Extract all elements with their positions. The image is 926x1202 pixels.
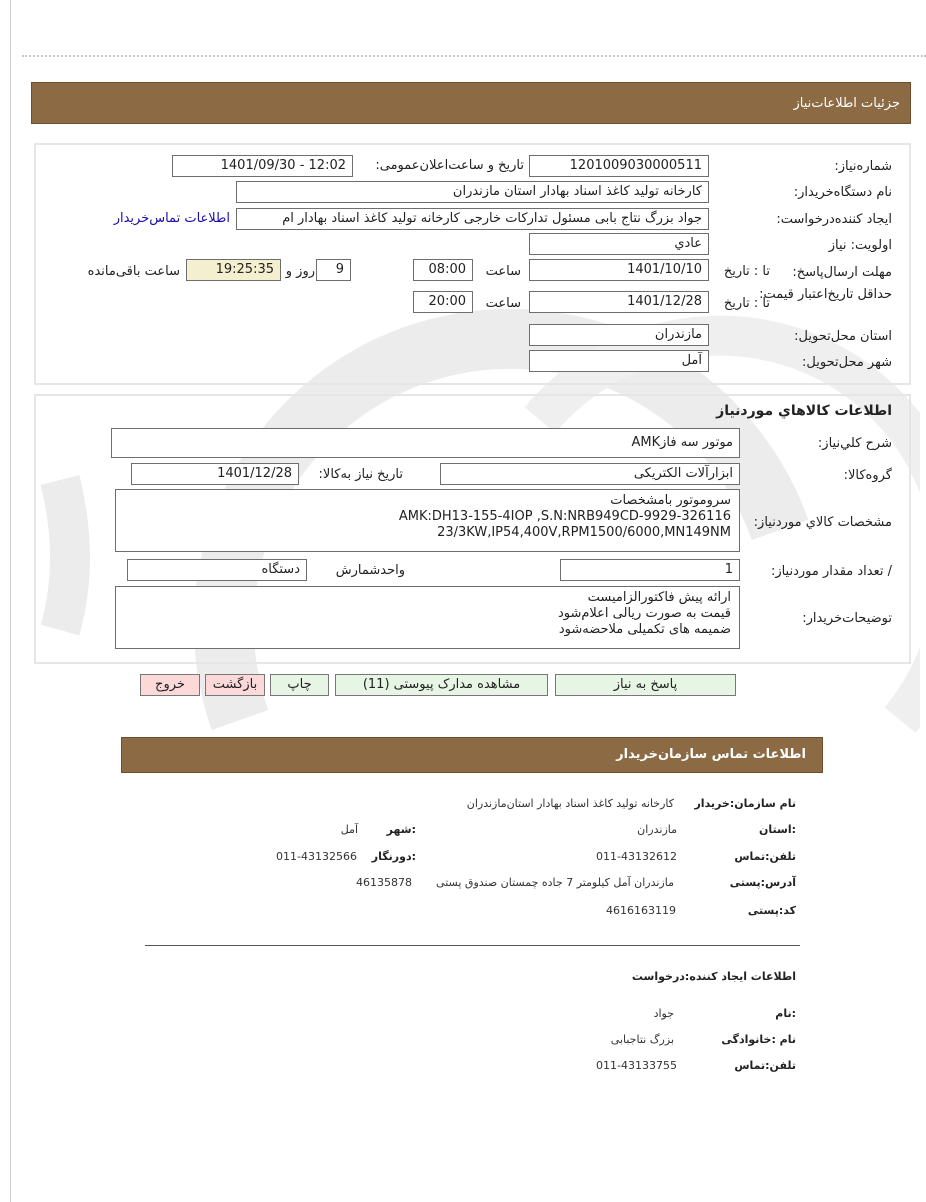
contact-fax-label: :دورنگار bbox=[371, 850, 416, 863]
exit-button[interactable]: خروج bbox=[140, 674, 200, 696]
back-button[interactable]: بازگشت bbox=[205, 674, 265, 696]
contact-city-label: :شهر bbox=[386, 823, 416, 836]
unit-field: دستگاه bbox=[127, 559, 307, 581]
creator-field: جواد بزرگ نتاج بابی مسئول تدارکات خارجی کارخانه تولید کاغذ اسناد بهادار ام bbox=[236, 208, 709, 230]
requester-name-label: :نام bbox=[775, 1007, 796, 1020]
reply-date-field: 1401/10/10 bbox=[529, 259, 709, 281]
remaining-label: ساعت باقی‌مانده bbox=[87, 264, 180, 279]
priority-label: اولویت: نیاز bbox=[828, 238, 892, 253]
notes-field bbox=[115, 586, 740, 649]
notes-line-3: ضمیمه های تکمیلی ملاحضه‌شود bbox=[558, 622, 731, 637]
reply-deadline-label: مهلت ارسال‌پاسخ: bbox=[792, 265, 892, 280]
validity-time-label: ساعت bbox=[485, 296, 521, 311]
summary-label: شرح کلي‌نیاز: bbox=[817, 436, 892, 451]
contact-address-value: مازندران آمل کیلومتر 7 جاده چمستان صندوق پستی bbox=[436, 876, 674, 889]
reply-time-label: ساعت bbox=[485, 264, 521, 279]
price-validity-label: حداقل تاریخ‌اعتبار قیمت: bbox=[759, 287, 892, 302]
contact-header-title: اطلاعات تماس سازمان‌خریدار bbox=[616, 747, 806, 762]
details-header-title: جزئیات اطلاعات‌نیاز bbox=[793, 96, 900, 111]
contact-divider bbox=[145, 945, 800, 946]
view-docs-button[interactable]: مشاهده مدارک پیوستی (11) bbox=[335, 674, 548, 696]
reply-until-label: تا : تاریخ bbox=[723, 264, 770, 279]
requester-title: اطلاعات ایجاد کننده:درخواست bbox=[631, 970, 796, 983]
contact-province-label: :استان bbox=[759, 823, 796, 836]
need-date-field: 1401/12/28 bbox=[131, 463, 299, 485]
page-left-border bbox=[10, 0, 11, 1202]
group-label: گروه‌کالا: bbox=[843, 468, 892, 483]
contact-pobox-value: 46135878 bbox=[356, 876, 412, 889]
specs-line-2: AMK:DH13-155-4IOP ,S.N:NRB949CD-9929-326116 bbox=[398, 509, 731, 524]
notes-line-2: قیمت به صورت ریالی اعلام‌شود bbox=[557, 606, 731, 621]
notes-line-1: ارائه پیش فاکتورالزامیست bbox=[587, 590, 731, 605]
priority-field: عادي bbox=[529, 233, 709, 255]
validity-until-label: تا : تاریخ bbox=[723, 296, 770, 311]
buyer-org-label: نام دستگاه‌خریدار: bbox=[793, 185, 892, 200]
creator-label: ایجاد کننده‌درخواست: bbox=[776, 212, 892, 227]
contact-fax-value: 011-43132566 bbox=[276, 850, 357, 863]
contact-postal-value: 4616163119 bbox=[606, 904, 676, 917]
reply-time-field: 08:00 bbox=[413, 259, 473, 281]
buyer-contact-link[interactable]: اطلاعات تماس‌خریدار bbox=[113, 211, 230, 226]
top-divider bbox=[22, 55, 926, 57]
announce-field: 1401/09/30 - 12:02 bbox=[172, 155, 353, 177]
specs-line-1: سروموتور بامشخصات bbox=[610, 493, 731, 508]
requester-family-value: بزرگ نتاجبابی bbox=[610, 1033, 674, 1046]
unit-label: واحد‌شمارش bbox=[335, 563, 405, 578]
print-button[interactable]: چاپ bbox=[270, 674, 329, 696]
contact-phone-label: تلفن:تماس bbox=[734, 850, 796, 863]
city-label: شهر محل‌تحویل: bbox=[802, 355, 892, 370]
need-number-field: 1201009030000511 bbox=[529, 155, 709, 177]
contact-header bbox=[121, 737, 823, 773]
days-field: 9 bbox=[316, 259, 351, 281]
need-date-label: تاریخ نیاز به‌کالا: bbox=[318, 467, 403, 482]
contact-org-value: کارخانه تولید کاغذ اسناد بهادار استان‌مازندران bbox=[466, 797, 674, 810]
buyer-org-field: کارخانه تولید کاغذ اسناد بهادار استان مازندران bbox=[236, 181, 709, 203]
contact-city-value: آمل bbox=[340, 823, 358, 836]
days-label: روز و bbox=[285, 264, 315, 279]
remaining-time-field: 19:25:35 bbox=[186, 259, 281, 281]
contact-address-label: آدرس:پستی bbox=[729, 876, 796, 889]
specs-line-3: 23/3KW,IP54,400V,RPM1500/6000,MN149NM bbox=[437, 525, 731, 540]
validity-date-field: 1401/12/28 bbox=[529, 291, 709, 313]
need-number-label: شماره‌نیاز: bbox=[834, 159, 892, 174]
qty-label: / تعداد مقدار مورد‌نیاز: bbox=[770, 564, 892, 579]
requester-family-label: نام :خانوادگی bbox=[721, 1033, 796, 1046]
city-field: آمل bbox=[529, 350, 709, 372]
details-header bbox=[31, 82, 911, 124]
requester-phone-value: 011-43133755 bbox=[596, 1059, 677, 1072]
province-field: مازندران bbox=[529, 324, 709, 346]
group-field: ابزارآلات الکتریکی bbox=[440, 463, 740, 485]
contact-province-value: مازندران bbox=[637, 823, 677, 836]
summary-field: موتور سه فازAMK bbox=[111, 428, 740, 458]
notes-label: توضیحات‌خریدار: bbox=[802, 611, 892, 626]
validity-time-field: 20:00 bbox=[413, 291, 473, 313]
specs-label: مشخصات کالاي مورد‌نیاز: bbox=[753, 515, 892, 530]
qty-field: 1 bbox=[560, 559, 740, 581]
goods-title: اطلاعات کالاهاي موردنیاز bbox=[716, 403, 892, 419]
announce-label: تاریخ و ساعت‌اعلان‌عمومی: bbox=[375, 158, 524, 173]
requester-phone-label: تلفن:تماس bbox=[734, 1059, 796, 1072]
requester-name-value: جواد bbox=[653, 1007, 674, 1020]
province-label: استان محل‌تحویل: bbox=[794, 329, 892, 344]
reply-button[interactable]: پاسخ به نیاز bbox=[555, 674, 736, 696]
contact-phone-value: 011-43132612 bbox=[596, 850, 677, 863]
contact-postal-label: کد:پستی bbox=[747, 904, 796, 917]
contact-org-label: نام سازمان:خریدار bbox=[694, 797, 796, 810]
specs-field bbox=[115, 489, 740, 552]
